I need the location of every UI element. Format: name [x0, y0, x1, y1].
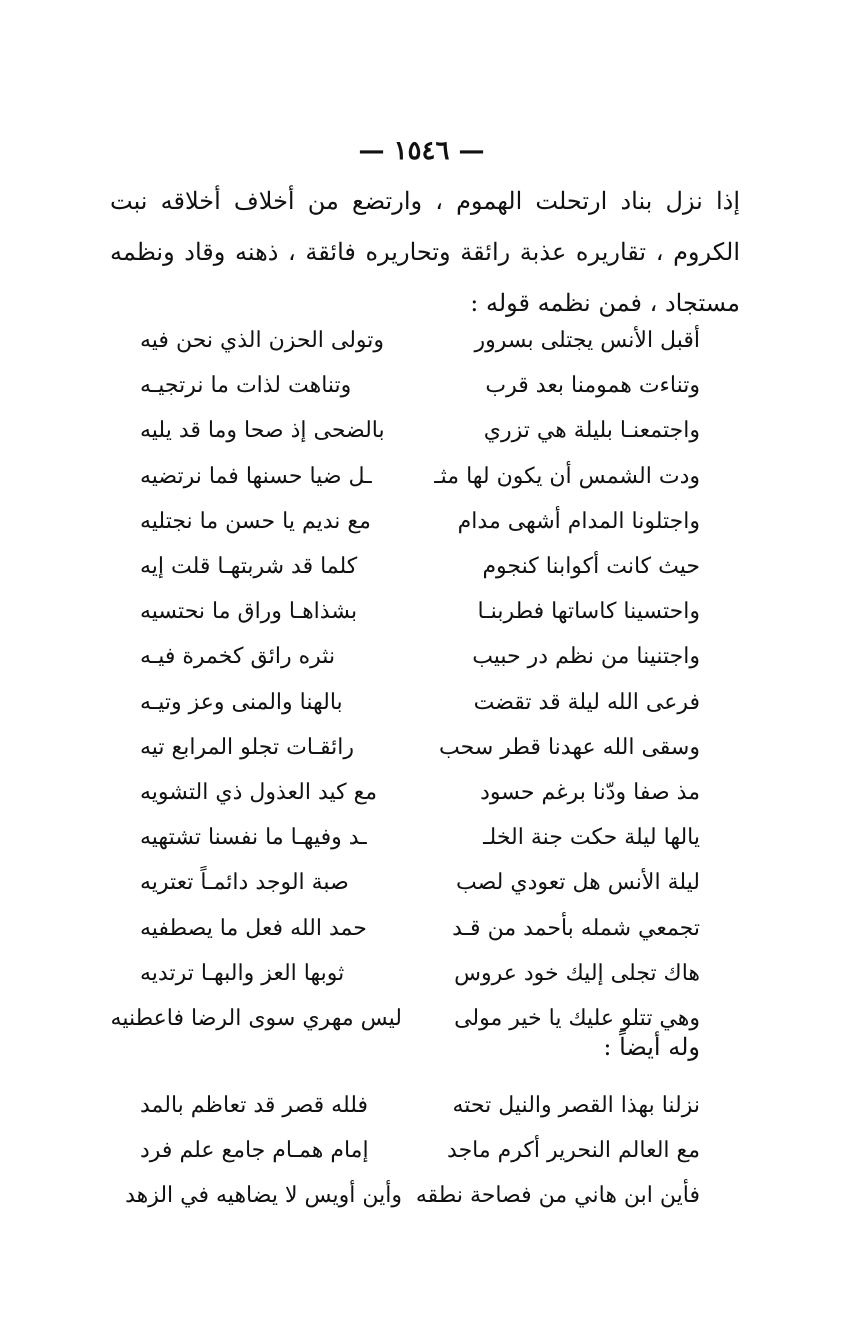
verse-first-hemistich: فأين ابن هاني من فصاحة نطقه [415, 1183, 700, 1209]
verse-line [140, 1128, 700, 1173]
verse-line [140, 318, 700, 363]
verse-first-hemistich: واجتمعنـا بليلة هي تزري [483, 418, 700, 444]
verse-first-hemistich: تجمعي شمله بأحمد من قـد [452, 915, 700, 941]
verse-line [140, 815, 700, 860]
verse-line [140, 770, 700, 815]
verse-line [140, 860, 700, 905]
verse-second-hemistich: نثره رائق كخمرة فيـه [140, 644, 336, 670]
verse-first-hemistich: واحتسينا كاساتها فطربنـا [477, 599, 700, 625]
verse-first-hemistich: مع العالم النحرير أكرم ماجد [447, 1138, 700, 1164]
verse-second-hemistich: وتناهت لذات ما نرتجيـه [140, 373, 352, 399]
poem-second [125, 1083, 700, 1219]
verse-second-hemistich: بشذاهـا وراق ما نحتسيه [140, 599, 358, 625]
poem-first [110, 318, 700, 1041]
verse-second-hemistich: وأين أويس لا يضاهيه في الزهد [125, 1183, 402, 1209]
verse-first-hemistich: هاك تجلى إليك خود عروس [454, 960, 700, 986]
verse-line [140, 680, 700, 725]
section-heading: وله أيضاً : [603, 1033, 700, 1061]
verse-second-hemistich: كلما قد شربتهـا قلت إيه [140, 554, 358, 580]
verse-second-hemistich: حمد الله فعل ما يصطفيه [140, 915, 367, 941]
verse-second-hemistich: صبة الوجد دائمـاً تعتريه [140, 870, 349, 896]
intro-paragraph: إذا نزل بناد ارتحلت الهموم ، وارتضع من أخلاف أخلاقه نبت الكروم ، تقاريره عذبة رائقة وتحاريره فائقة ، ذهنه وقاد ونظمه مستجاد ، فمن نظمه قوله : [110, 187, 740, 317]
verse-line [140, 725, 700, 770]
page-number: — ١٥٤٦ — [358, 136, 485, 166]
verse-line [140, 905, 700, 950]
verse-second-hemistich: مع نديم يا حسن ما نجتليه [140, 508, 371, 534]
verse-second-hemistich: وتولى الحزن الذي نحن فيه [140, 328, 385, 354]
verse-second-hemistich: ـل ضيا حسنها فما نرتضيه [140, 463, 372, 489]
verse-line [140, 544, 700, 589]
verse-second-hemistich: فلله قصر قد تعاظم بالمد [140, 1093, 369, 1119]
verse-second-hemistich: بالهنا والمنى وعز وتيـه [140, 689, 343, 715]
verse-first-hemistich: أقبل الأنس يجتلى بسرور [474, 328, 700, 354]
verse-first-hemistich: واجتلونا المدام أشهى مدام [457, 508, 700, 534]
verse-second-hemistich: رائقـات تجلو المرابع تيه [140, 734, 354, 760]
verse-second-hemistich: مع كيد العذول ذي التشويه [140, 779, 378, 805]
verse-first-hemistich: ليلة الأنس هل تعودي لصب [456, 870, 700, 896]
verse-first-hemistich: يالها ليلة حكت جنة الخلـ [483, 825, 700, 851]
verse-first-hemistich: ودت الشمس أن يكون لها مثـ [434, 463, 700, 489]
verse-second-hemistich: ثوبها العز والبهـا ترتديه [140, 960, 345, 986]
verse-line [140, 363, 700, 408]
verse-first-hemistich: وتناءت همومنا بعد قرب [485, 373, 700, 399]
verse-line [125, 1173, 700, 1218]
verse-first-hemistich: فرعى الله ليلة قد تقضت [473, 689, 700, 715]
verse-first-hemistich: واجتنينا من نظم در حبيب [472, 644, 700, 670]
verse-line [140, 454, 700, 499]
verse-first-hemistich: مذ صفا ودّنا برغم حسود [480, 779, 700, 805]
verse-line [140, 951, 700, 996]
verse-second-hemistich: ـد وفيهـا ما نفسنا تشتهيه [140, 825, 367, 851]
verse-first-hemistich: نزلنا بهذا القصر والنيل تحته [452, 1093, 700, 1119]
verse-line [140, 408, 700, 453]
verse-first-hemistich: وهي تتلو عليك يا خير مولى [454, 1005, 700, 1031]
verse-first-hemistich: وسقى الله عهدنا قطر سحب [439, 734, 700, 760]
verse-line [140, 1083, 700, 1128]
verse-line [140, 634, 700, 679]
verse-line [140, 589, 700, 634]
verse-line [140, 499, 700, 544]
verse-first-hemistich: حيث كانت أكوابنا كنجوم [482, 554, 700, 580]
verse-second-hemistich: إمام همـام جامع علم فرد [140, 1138, 369, 1164]
verse-second-hemistich: ليس مهري سوى الرضا فاعطنيه [110, 1005, 402, 1031]
verse-second-hemistich: بالضحى إذ صحا وما قد يليه [140, 418, 385, 444]
